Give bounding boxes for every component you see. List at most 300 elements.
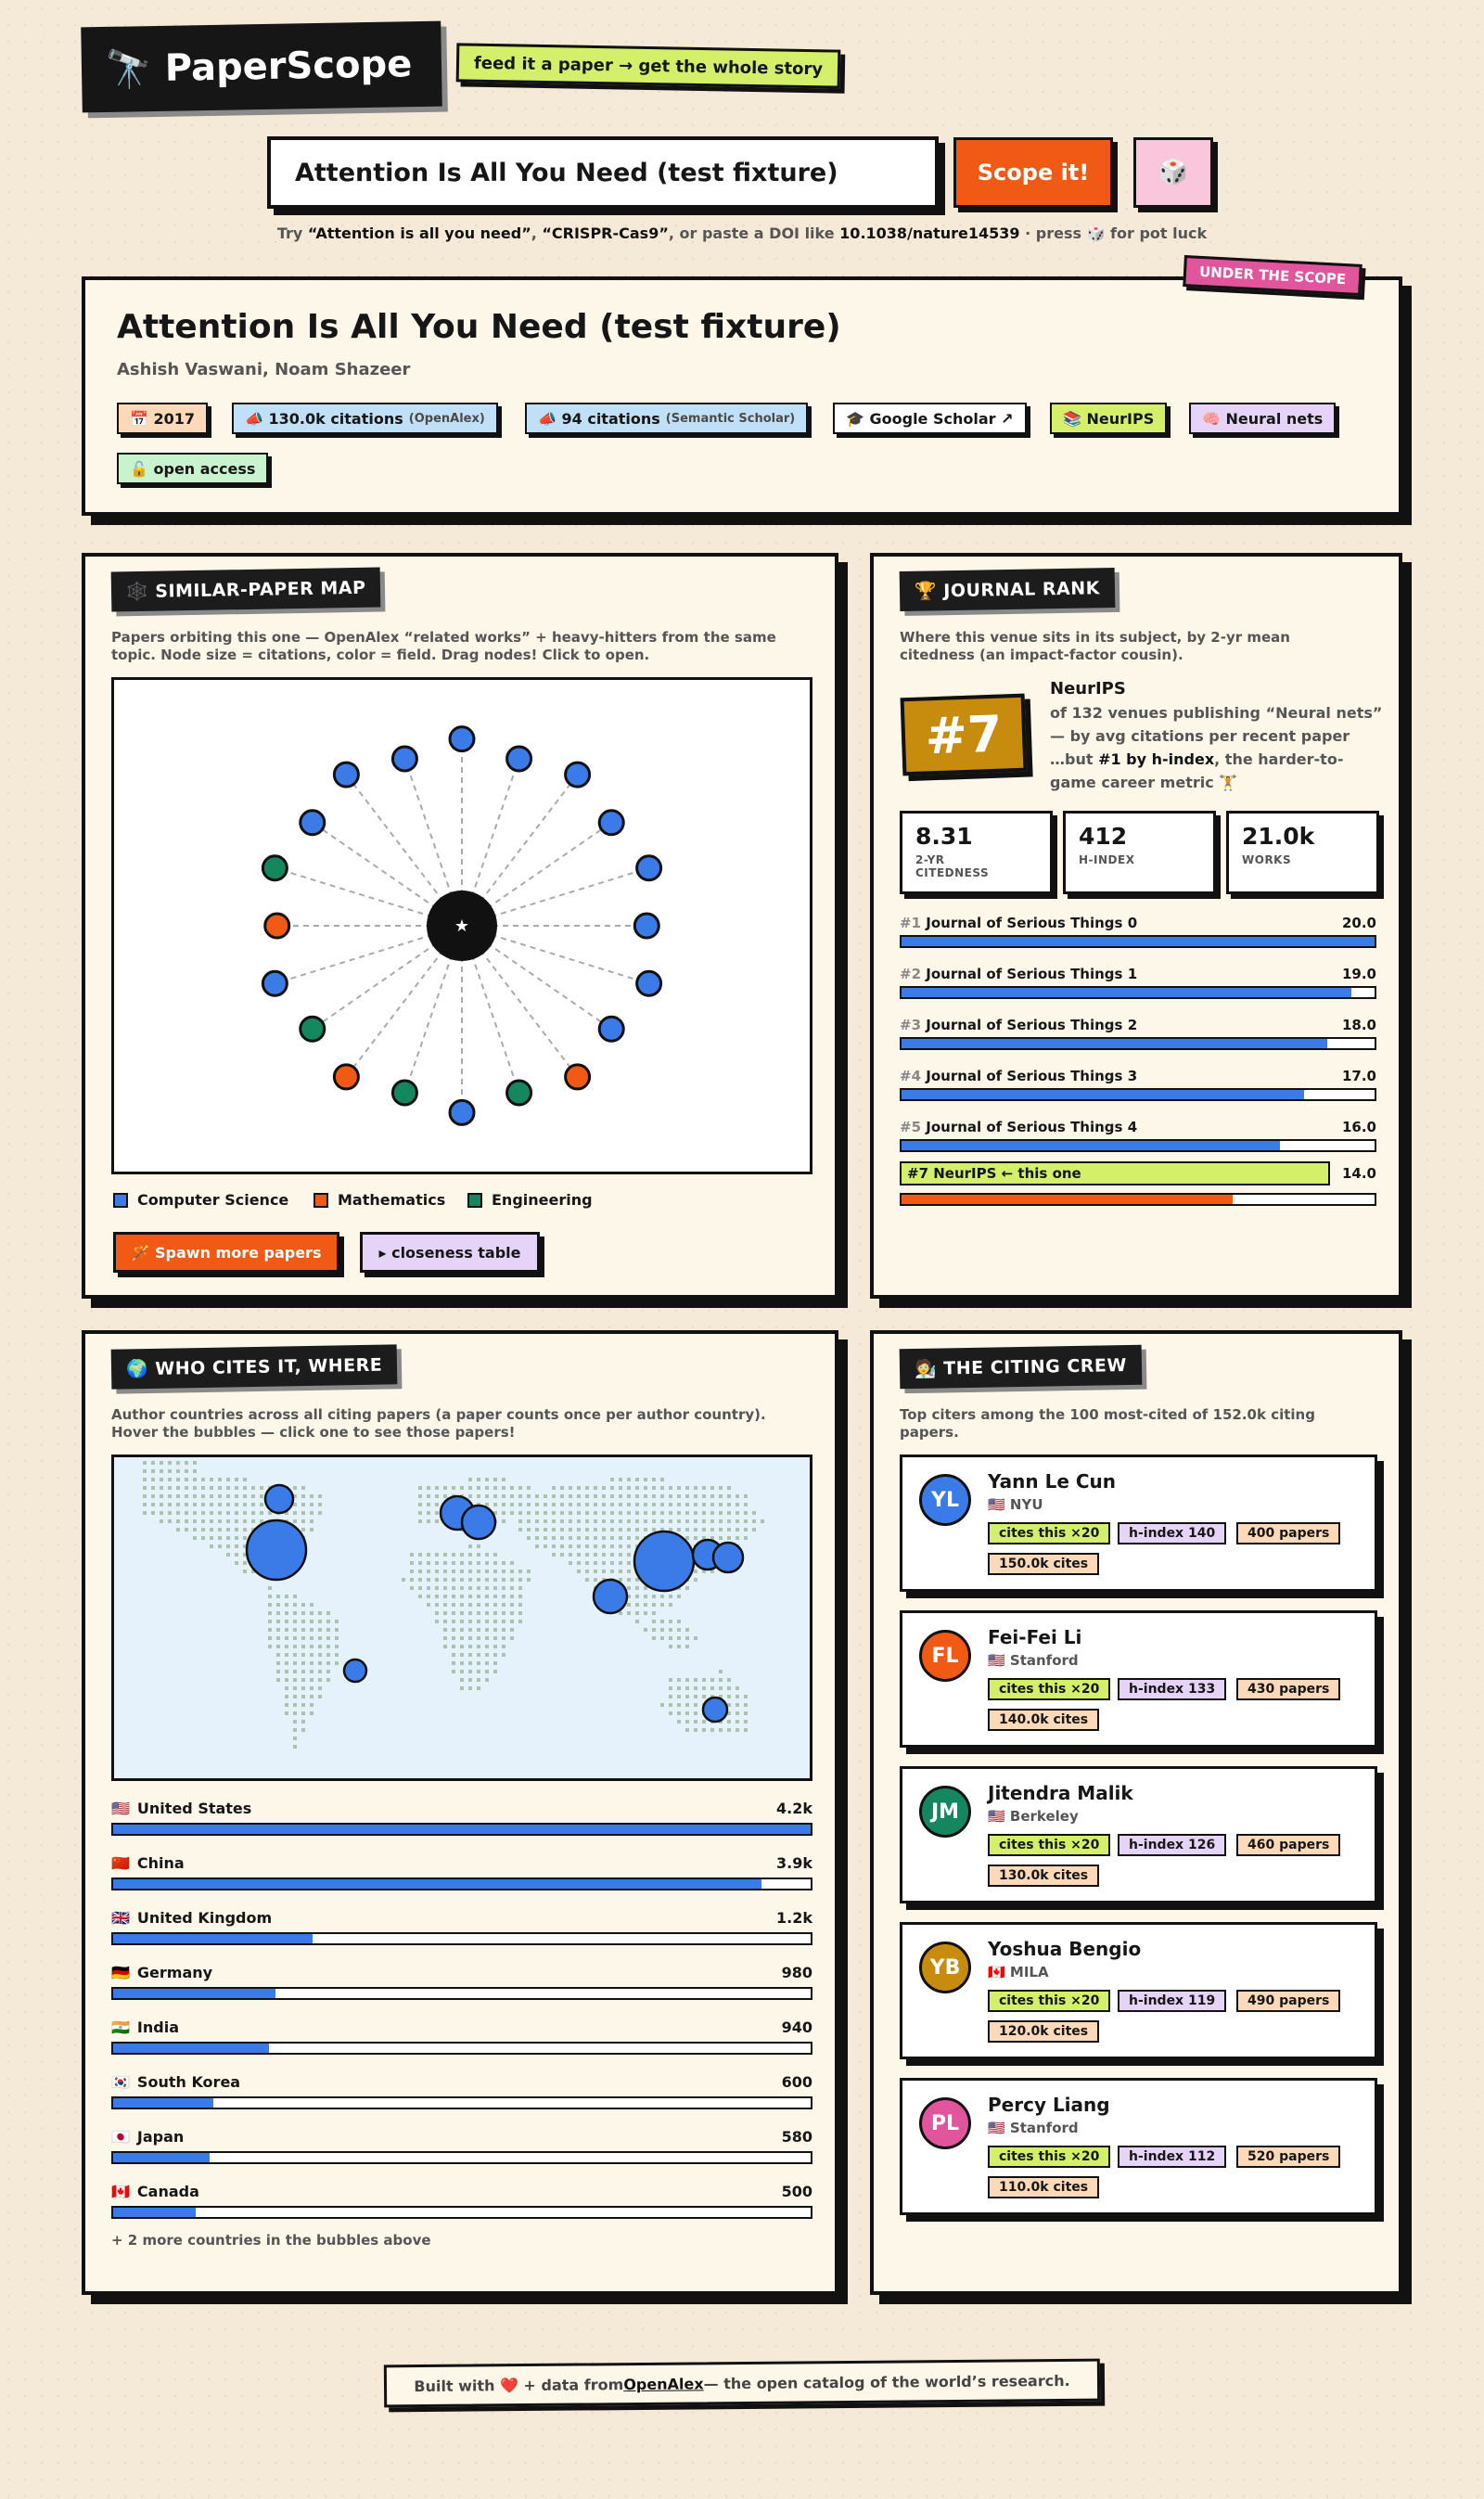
land-dot [410, 1578, 414, 1582]
h-index-tag: h-index 126 [1118, 1834, 1226, 1856]
rank-description [1050, 701, 1384, 794]
land-dot [285, 1703, 288, 1707]
land-dot [744, 1695, 748, 1698]
country-bubble[interactable] [703, 1698, 727, 1722]
land-dot [168, 1469, 172, 1473]
land-dot [168, 1511, 172, 1515]
land-dot [276, 1661, 280, 1665]
land-dot [694, 1711, 697, 1715]
similar-graph[interactable] [111, 677, 812, 1174]
land-dot [326, 1678, 330, 1682]
land-dot [544, 1536, 547, 1540]
land-dot [694, 1486, 697, 1490]
land-dot [460, 1611, 464, 1615]
land-dot [310, 1678, 313, 1682]
land-dot [635, 1603, 639, 1607]
land-dot [569, 1511, 572, 1515]
land-dot [635, 1595, 639, 1598]
land-dot [677, 1628, 681, 1632]
land-dot [285, 1678, 288, 1682]
land-dot [485, 1486, 489, 1490]
land-dot [201, 1511, 205, 1515]
land-dot [226, 1494, 230, 1498]
land-dot [502, 1603, 505, 1607]
land-dot [143, 1461, 147, 1465]
land-dot [685, 1511, 689, 1515]
land-dot [502, 1486, 505, 1490]
country-name[interactable]: India [136, 2018, 179, 2036]
stat-label: 2-YR CITEDNESS [915, 853, 990, 879]
land-dot [226, 1553, 230, 1557]
land-dot [176, 1503, 180, 1506]
land-dot [318, 1628, 322, 1632]
journal-name[interactable]: Journal of Serious Things 3 [926, 1068, 1138, 1084]
land-dot [594, 1503, 597, 1506]
land-dot [435, 1570, 439, 1573]
land-dot [293, 1486, 297, 1490]
land-dot [418, 1553, 422, 1557]
land-dot [736, 1728, 739, 1732]
land-dot [151, 1469, 155, 1473]
land-dot [685, 1486, 689, 1490]
land-dot [694, 1519, 697, 1523]
land-dot [218, 1511, 222, 1515]
land-dot [485, 1611, 489, 1615]
land-dot [510, 1494, 514, 1498]
land-dot [301, 1686, 305, 1690]
land-dot [235, 1503, 238, 1506]
openalex-link[interactable]: OpenAlex [623, 2374, 704, 2393]
land-dot [151, 1494, 155, 1498]
paper-node[interactable] [392, 1081, 416, 1105]
land-dot [418, 1486, 422, 1490]
citer-card[interactable] [900, 1610, 1377, 1748]
land-dot [518, 1603, 522, 1607]
country-name[interactable]: China [136, 1854, 185, 1872]
land-dot [552, 1544, 556, 1548]
land-dot [493, 1670, 497, 1673]
land-dot [660, 1494, 664, 1498]
land-dot [276, 1636, 280, 1640]
rank-row-label [900, 1068, 1376, 1084]
semantic-scholar-badge[interactable] [525, 403, 808, 434]
land-dot [560, 1528, 564, 1531]
land-dot [493, 1570, 497, 1573]
citer-card[interactable] [900, 1766, 1377, 1903]
hint-text: Try [276, 224, 308, 242]
country-name[interactable]: United States [136, 1800, 252, 1817]
land-dot [293, 1670, 297, 1673]
citer-name[interactable]: Percy Liang [988, 2094, 1110, 2116]
paper-node[interactable] [262, 971, 287, 995]
citer-card[interactable] [900, 1455, 1377, 1592]
citer-card[interactable] [900, 2078, 1377, 2215]
land-dot [710, 1678, 714, 1682]
land-dot [235, 1553, 238, 1557]
land-dot [585, 1561, 589, 1565]
flag-icon: 🇰🇷 [111, 2073, 130, 2091]
land-dot [176, 1494, 180, 1498]
land-dot [685, 1494, 689, 1498]
land-dot [710, 1686, 714, 1690]
country-value: 500 [781, 2183, 812, 2200]
land-dot [744, 1511, 748, 1515]
land-dot [276, 1611, 280, 1615]
paper-node[interactable] [507, 747, 531, 771]
land-dot [569, 1503, 572, 1506]
land-dot [635, 1620, 639, 1623]
land-dot [218, 1478, 222, 1481]
land-dot [518, 1511, 522, 1515]
land-dot [585, 1570, 589, 1573]
citer-name[interactable]: Jitendra Malik [988, 1782, 1133, 1804]
graph-svg[interactable] [114, 680, 810, 1172]
cites-tag: cites this ×20 [988, 1990, 1110, 2012]
land-dot [160, 1494, 163, 1498]
land-dot [610, 1553, 614, 1557]
example-link-2[interactable]: “CRISPR-Cas9” [542, 224, 669, 242]
rank-bar-fill [902, 1090, 1304, 1099]
land-dot [502, 1519, 505, 1523]
rank-bar-fill [902, 937, 1375, 946]
example-doi[interactable]: 10.1038/nature14539 [839, 224, 1020, 242]
paper-node[interactable] [599, 1017, 623, 1041]
rank-venue: NeurIPS [1050, 679, 1126, 698]
stat-value: 412 [1079, 823, 1128, 850]
journal-name[interactable]: Journal of Serious Things 1 [926, 966, 1138, 982]
land-dot [518, 1570, 522, 1573]
citer-affiliation: 🇺🇸 Berkeley [988, 1808, 1079, 1825]
land-dot [485, 1586, 489, 1590]
rank-line: of 132 venues publishing “Neural nets” [1050, 704, 1383, 722]
land-dot [443, 1570, 447, 1573]
spawn-papers-button[interactable]: 🪄 Spawn more papers [113, 1232, 339, 1273]
land-dot [485, 1636, 489, 1640]
land-dot [226, 1511, 230, 1515]
ss-citations: 📣 94 citations [538, 409, 660, 428]
venue-badge[interactable]: 📚 NeurIPS [1050, 403, 1167, 434]
land-dot [318, 1645, 322, 1648]
paper-node[interactable] [392, 747, 416, 771]
land-dot [719, 1670, 723, 1673]
paper-node[interactable] [334, 763, 358, 787]
land-dot [160, 1486, 163, 1490]
land-dot [502, 1478, 505, 1481]
land-dot [318, 1636, 322, 1640]
land-dot [201, 1536, 205, 1540]
paper-node[interactable] [637, 856, 661, 880]
journal-name[interactable]: Journal of Serious Things 2 [926, 1017, 1138, 1033]
paper-node[interactable] [262, 856, 287, 880]
land-dot [744, 1703, 748, 1707]
map-svg[interactable] [114, 1457, 810, 1778]
land-dot [293, 1653, 297, 1657]
land-dot [276, 1670, 280, 1673]
land-dot [151, 1461, 155, 1465]
land-dot [418, 1561, 422, 1565]
rank-highlight: #1 by h-index [1098, 750, 1215, 768]
land-dot [318, 1686, 322, 1690]
rank-value: 16.0 [1341, 1119, 1376, 1135]
land-dot [210, 1478, 213, 1481]
land-dot [143, 1511, 147, 1515]
land-dot [569, 1561, 572, 1565]
land-dot [694, 1528, 697, 1531]
closeness-table-button[interactable]: ▸ closeness table [360, 1232, 540, 1273]
paper-node[interactable] [634, 914, 659, 938]
land-dot [610, 1544, 614, 1548]
land-dot [243, 1503, 247, 1506]
random-button[interactable] [1133, 137, 1213, 208]
land-dot [210, 1503, 213, 1506]
land-dot [710, 1503, 714, 1506]
land-dot [727, 1686, 731, 1690]
land-dot [268, 1603, 272, 1607]
land-dot [485, 1570, 489, 1573]
papers-tag: 490 papers [1236, 1990, 1340, 2012]
country-bar [111, 2206, 812, 2219]
land-dot [460, 1553, 464, 1557]
land-dot [260, 1511, 263, 1515]
country-bubble[interactable] [594, 1580, 627, 1613]
land-dot [694, 1503, 697, 1506]
country-bubble[interactable] [265, 1485, 293, 1513]
country-name-wrap [111, 1909, 272, 1927]
land-dot [685, 1536, 689, 1540]
country-name[interactable]: United Kingdom [136, 1909, 273, 1927]
land-dot [744, 1720, 748, 1724]
land-dot [627, 1536, 631, 1540]
land-dot [635, 1486, 639, 1490]
land-dot [443, 1611, 447, 1615]
land-dot [243, 1494, 247, 1498]
land-dot [418, 1586, 422, 1590]
land-dot [552, 1494, 556, 1498]
openalex-citations-badge[interactable] [232, 403, 498, 434]
land-dot [235, 1478, 238, 1481]
paper-node[interactable] [566, 763, 590, 787]
land-dot [502, 1645, 505, 1648]
citer-name[interactable]: Yoshua Bengio [988, 1938, 1142, 1960]
paper-node[interactable] [507, 1081, 531, 1105]
land-dot [485, 1578, 489, 1582]
under-the-scope-ribbon: UNDER THE SCOPE [1183, 255, 1362, 296]
land-dot [493, 1478, 497, 1481]
land-dot [493, 1486, 497, 1490]
avatar: PL [919, 2097, 971, 2149]
paper-node[interactable] [301, 811, 325, 835]
land-dot [685, 1528, 689, 1531]
rank-number: #4 [900, 1068, 922, 1084]
topic-badge[interactable]: 🧠 Neural nets [1189, 403, 1336, 434]
land-dot [477, 1628, 480, 1632]
paper-node[interactable] [334, 1065, 358, 1089]
land-dot [727, 1519, 731, 1523]
self-rank-value: 14.0 [1341, 1165, 1376, 1182]
paper-node[interactable] [450, 1100, 474, 1124]
land-dot [452, 1611, 455, 1615]
land-dot [443, 1494, 447, 1498]
land-dot [268, 1611, 272, 1615]
land-dot [335, 1628, 339, 1632]
land-dot [168, 1519, 172, 1523]
world-map[interactable] [111, 1455, 812, 1781]
land-dot [585, 1553, 589, 1557]
land-dot [193, 1461, 197, 1465]
country-name[interactable]: South Korea [136, 2073, 241, 2091]
land-dot [418, 1570, 422, 1573]
land-dot [318, 1670, 322, 1673]
land-dot [160, 1511, 163, 1515]
land-dot [276, 1628, 280, 1632]
land-dot [301, 1720, 305, 1724]
land-dot [518, 1611, 522, 1615]
land-dot [694, 1578, 697, 1582]
paper-node[interactable] [450, 727, 474, 751]
land-dot [477, 1544, 480, 1548]
land-dot [293, 1511, 297, 1515]
self-rank-bar-fill [902, 1195, 1233, 1204]
land-dot [727, 1728, 731, 1732]
land-dot [468, 1603, 472, 1607]
paper-node[interactable] [637, 971, 661, 995]
land-dot [685, 1503, 689, 1506]
land-dot [310, 1503, 313, 1506]
paper-node[interactable] [265, 914, 289, 938]
land-dot [418, 1519, 422, 1523]
land-dot [502, 1503, 505, 1506]
land-dot [477, 1636, 480, 1640]
land-dot [736, 1503, 739, 1506]
land-dot [251, 1486, 255, 1490]
land-dot [285, 1595, 288, 1598]
land-dot [218, 1494, 222, 1498]
oa-citations: 📣 130.0k citations [245, 409, 403, 428]
land-dot [560, 1486, 564, 1490]
land-dot [502, 1628, 505, 1632]
land-dot [185, 1461, 188, 1465]
land-dot [619, 1494, 622, 1498]
land-dot [185, 1494, 188, 1498]
land-dot [669, 1628, 672, 1632]
land-dot [685, 1703, 689, 1707]
land-dot [201, 1503, 205, 1506]
country-row-label [111, 2018, 812, 2036]
paper-node[interactable] [566, 1065, 590, 1089]
search-input[interactable]: Attention Is All You Need (test fixture) [267, 136, 939, 209]
country-bubble[interactable] [462, 1506, 495, 1539]
cited-tag: 130.0k cites [988, 1865, 1099, 1887]
land-dot [535, 1503, 539, 1506]
land-dot [460, 1645, 464, 1648]
land-dot [201, 1478, 205, 1481]
land-dot [727, 1528, 731, 1531]
google-scholar-link[interactable]: 🎓 Google Scholar ↗ [833, 403, 1027, 434]
land-dot [435, 1511, 439, 1515]
land-dot [677, 1636, 681, 1640]
land-dot [460, 1661, 464, 1665]
land-dot [744, 1536, 748, 1540]
land-dot [310, 1519, 313, 1523]
land-dot [619, 1511, 622, 1515]
land-dot [660, 1603, 664, 1607]
land-dot [443, 1628, 447, 1632]
land-dot [502, 1561, 505, 1565]
land-dot [685, 1720, 689, 1724]
land-dot [326, 1620, 330, 1623]
land-dot [452, 1653, 455, 1657]
section-desc: Top citers among the 100 most-cited of 152.0k citing papers. [900, 1406, 1315, 1441]
country-bubble[interactable] [247, 1520, 306, 1580]
land-dot [719, 1494, 723, 1498]
country-bar-fill [113, 2044, 269, 2053]
scope-button[interactable]: Scope it! [953, 137, 1113, 208]
country-bubble[interactable] [713, 1543, 743, 1572]
land-dot [310, 1636, 313, 1640]
paper-node[interactable] [599, 811, 623, 835]
land-dot [610, 1519, 614, 1523]
land-dot [443, 1486, 447, 1490]
land-dot [685, 1728, 689, 1732]
land-dot [176, 1478, 180, 1481]
land-dot [218, 1519, 222, 1523]
similar-paper-card [82, 553, 838, 1299]
country-bubble[interactable] [344, 1660, 366, 1682]
land-dot [510, 1561, 514, 1565]
paper-node[interactable] [301, 1017, 325, 1041]
land-dot [276, 1653, 280, 1657]
land-dot [468, 1678, 472, 1682]
journal-name[interactable]: Journal of Serious Things 4 [926, 1119, 1138, 1135]
land-dot [335, 1620, 339, 1623]
country-bubble[interactable] [634, 1531, 694, 1591]
land-dot [485, 1561, 489, 1565]
brand-logo[interactable] [81, 21, 442, 113]
citer-name[interactable]: Fei-Fei Li [988, 1626, 1082, 1648]
land-dot [460, 1686, 464, 1690]
country-name[interactable]: Japan [136, 2128, 185, 2146]
land-dot [160, 1469, 163, 1473]
land-dot [477, 1553, 480, 1557]
land-dot [468, 1494, 472, 1498]
year-badge: 📅 2017 [117, 403, 208, 434]
land-dot [552, 1486, 556, 1490]
land-dot [644, 1586, 647, 1590]
citer-name[interactable]: Yann Le Cun [988, 1470, 1117, 1493]
citer-card[interactable] [900, 1922, 1377, 2059]
land-dot [493, 1595, 497, 1598]
rank-value: 20.0 [1341, 915, 1376, 931]
citing-crew-card [870, 1330, 1402, 2295]
journal-name[interactable]: Journal of Serious Things 0 [926, 915, 1138, 931]
country-value: 1.2k [776, 1909, 812, 1927]
rank-row-name [900, 1017, 1137, 1033]
land-dot [569, 1486, 572, 1490]
country-name[interactable]: Germany [136, 1964, 213, 1981]
land-dot [602, 1544, 606, 1548]
land-dot [493, 1636, 497, 1640]
land-dot [435, 1595, 439, 1598]
land-dot [652, 1528, 656, 1531]
self-rank-bar [900, 1193, 1376, 1206]
land-dot [552, 1528, 556, 1531]
example-link-1[interactable]: “Attention is all you need” [307, 224, 531, 242]
dice-icon: 🎲 [1158, 159, 1189, 186]
land-dot [594, 1570, 597, 1573]
country-name[interactable]: Canada [136, 2183, 199, 2200]
legend-swatch [467, 1193, 482, 1208]
land-dot [527, 1519, 531, 1523]
